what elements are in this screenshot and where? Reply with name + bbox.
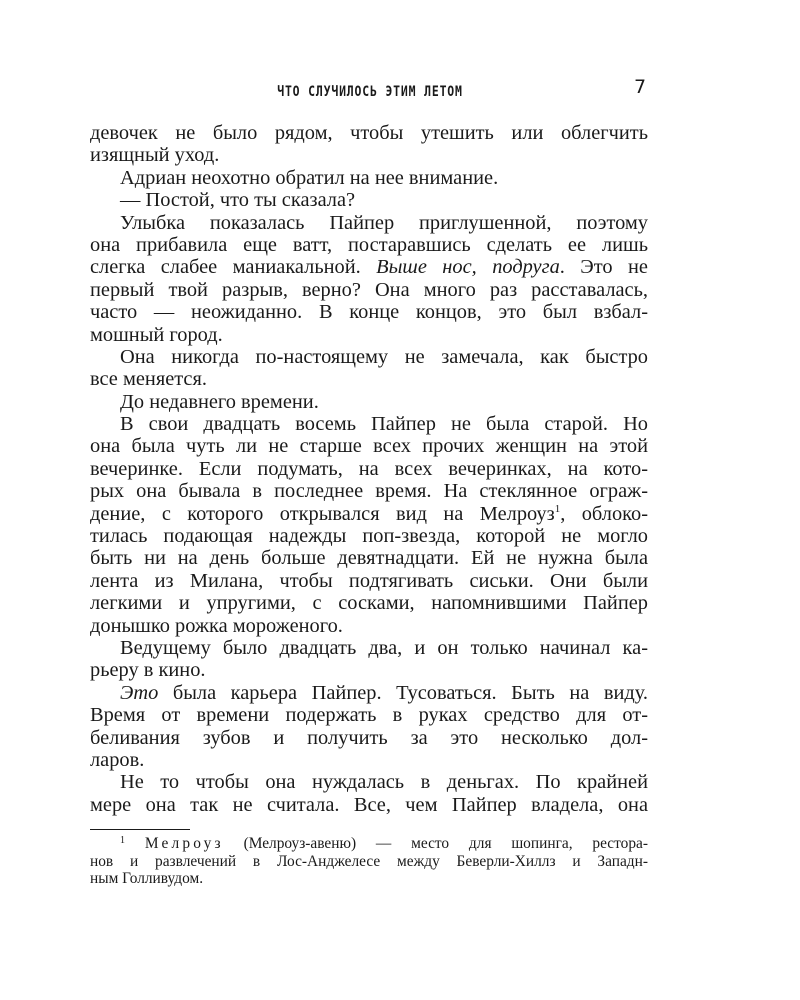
text-line: беливания зубов и получить за это несколько дол- bbox=[90, 726, 648, 749]
footnote-text: (Мелроуз-авеню) — место для шопинга, рестора- bbox=[223, 835, 648, 852]
text-line: донышко рожка мороженого. bbox=[90, 614, 343, 637]
main-text bbox=[90, 122, 648, 816]
text-line: Она никогда по-настоящему не замечала, как быстро bbox=[120, 345, 648, 368]
page-number: 7 bbox=[634, 76, 647, 98]
text-line: она прибавила еще ватт, постаравшись сделать ее лишь bbox=[90, 233, 648, 256]
italic-run: Выше нос, подруга bbox=[376, 256, 560, 279]
footnote-mark: 1 bbox=[120, 835, 125, 846]
text-line: Ведущему было двадцать два, и он только начинал ка- bbox=[120, 636, 648, 659]
text-line: Улыбка показалась Пайпер приглушенной, поэтому bbox=[120, 211, 648, 234]
italic-run: Это bbox=[120, 681, 159, 704]
text-line bbox=[90, 682, 648, 704]
footnote-reference: 1 bbox=[554, 502, 561, 515]
footnote bbox=[90, 835, 648, 888]
text-line: ларов. bbox=[90, 748, 145, 771]
text-line: Время от времени подержать в руках средство для от- bbox=[90, 704, 648, 727]
text-run: , облоко- bbox=[560, 502, 648, 525]
text-run: слегка слабее маниакальной. bbox=[90, 256, 377, 279]
footnote-line: нов и развлечений в Лос-Анджелесе между Беверли-Хиллз и Западн- bbox=[90, 852, 648, 870]
text-line: До недавнего времени. bbox=[120, 390, 319, 413]
text-line: мере она так не считала. Все, чем Пайпер владела, она bbox=[90, 793, 648, 816]
text-line: легкими и упругими, с сосками, напомнившими Пайпер bbox=[90, 592, 648, 615]
footnote-line: ным Голливудом. bbox=[90, 870, 204, 888]
text-line: — Постой, что ты сказала? bbox=[120, 189, 356, 212]
text-line: все меняется. bbox=[90, 368, 207, 391]
footnote-divider bbox=[90, 829, 190, 830]
text-run: дение, с которого открывался вид на Мелроуз bbox=[90, 502, 555, 525]
footnote-line bbox=[90, 835, 648, 853]
text-line: рых она бывала в последнее время. На стеклянное ограж- bbox=[90, 480, 648, 503]
text-line: изящный уход. bbox=[90, 144, 220, 167]
text-line: тилась подающая надежды поп-звезда, которой не могло bbox=[90, 525, 648, 548]
text-line bbox=[90, 256, 648, 278]
text-run: . Это не bbox=[559, 256, 648, 279]
text-run: была карьера Пайпер. Тусоваться. Быть на виду. bbox=[158, 681, 648, 704]
text-line bbox=[90, 503, 648, 525]
text-line: первый твой разрыв, верно? Она много раз расставалась, bbox=[90, 278, 648, 301]
text-line: В свои двадцать восемь Пайпер не была старой. Но bbox=[120, 413, 648, 436]
footnote-term: Мелроуз bbox=[144, 835, 224, 852]
text-line: девочек не было рядом, чтобы утешить или облегчить bbox=[90, 122, 648, 144]
text-line: часто — неожиданно. В конце концов, это был взбал- bbox=[90, 301, 648, 324]
text-line: лента из Милана, чтобы подтягивать сиськи. Они были bbox=[90, 569, 648, 592]
running-head-title: ЧТО СЛУЧИЛОСЬ ЭТИМ ЛЕТОМ bbox=[277, 84, 463, 100]
text-line: Не то чтобы она нуждалась в деньгах. По крайней bbox=[120, 771, 648, 794]
text-line: мошный город. bbox=[90, 323, 223, 346]
text-line: вечеринке. Если подумать, на всех вечеринках, на кото- bbox=[90, 457, 648, 480]
text-line: она была чуть ли не старше всех прочих женщин на этой bbox=[90, 435, 648, 458]
text-line: Адриан неохотно обратил на нее внимание. bbox=[120, 166, 499, 189]
text-line: рьеру в кино. bbox=[90, 659, 206, 682]
text-line: быть ни на день больше девятнадцати. Ей не нужна была bbox=[90, 547, 648, 570]
